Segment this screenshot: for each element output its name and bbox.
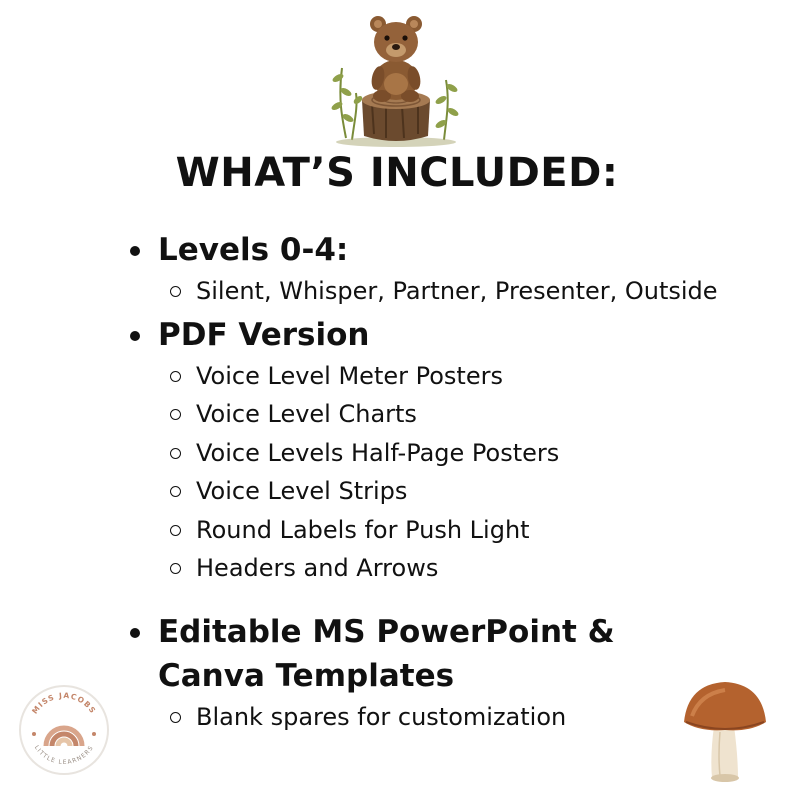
bear-on-stump-icon <box>328 8 464 148</box>
page-title: WHAT’S INCLUDED: <box>175 150 619 196</box>
list-item: Silent, Whisper, Partner, Presenter, Outside <box>170 272 770 311</box>
list-item: Voice Level Strips <box>170 472 770 511</box>
sub-list <box>130 698 770 737</box>
section-heading-line1: Editable MS PowerPoint & <box>158 613 615 650</box>
plant-right-icon <box>444 80 448 140</box>
list-item: Headers and Arrows <box>170 549 770 588</box>
section-heading: Levels 0-4: <box>130 228 770 272</box>
section-heading-line2: Canva Templates <box>158 657 455 694</box>
sub-list <box>130 357 770 588</box>
section-heading <box>130 610 770 698</box>
section-pdf-version <box>130 313 770 588</box>
section-levels <box>130 228 770 311</box>
list-item: Voice Levels Half-Page Posters <box>170 434 770 473</box>
plant-left-icon <box>340 68 356 140</box>
list-item: Voice Level Meter Posters <box>170 357 770 396</box>
teddy-bear-icon <box>370 16 423 102</box>
list-item: Round Labels for Push Light <box>170 511 770 550</box>
section-editable-templates <box>130 610 770 737</box>
plant-left-leaves-icon <box>330 72 363 123</box>
included-list <box>130 228 770 736</box>
logo-top-text: MISS JACOBS <box>30 690 98 716</box>
mushroom-icon <box>680 676 770 786</box>
logo-bottom-text: LITTLE LEARNERS <box>32 744 96 767</box>
sub-list <box>130 272 770 311</box>
list-item: Blank spares for customization <box>170 698 770 737</box>
list-item: Voice Level Charts <box>170 395 770 434</box>
section-heading: PDF Version <box>130 313 770 357</box>
rainbow-logo-icon <box>18 684 110 776</box>
